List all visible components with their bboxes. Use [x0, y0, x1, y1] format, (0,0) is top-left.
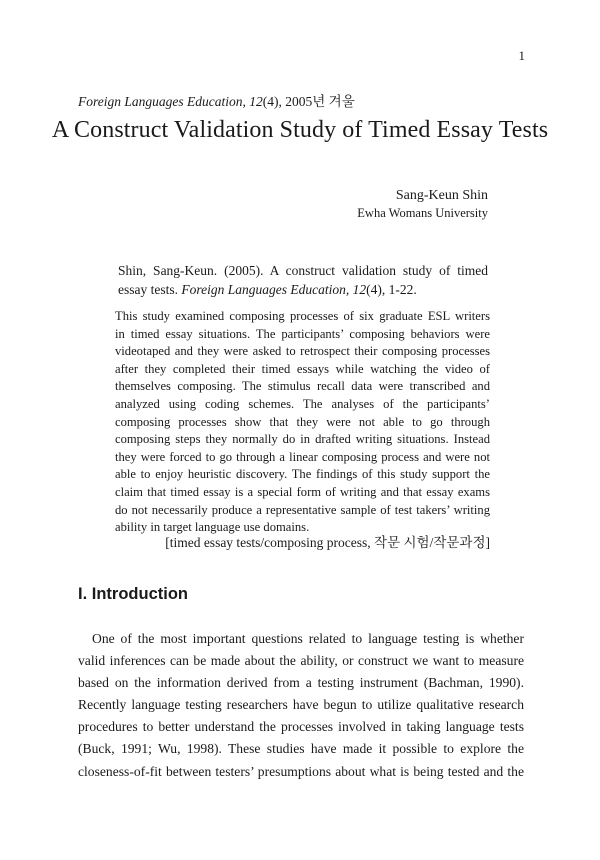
- keywords: [timed essay tests/composing process, 작문 시험/작문과정]: [165, 535, 490, 550]
- author-affiliation: Ewha Womans University: [357, 206, 488, 220]
- citation-prefix: Shin, Sang-Keun. (2005). A construct validation study of timed essay tests.: [118, 263, 488, 297]
- abstract-line: they were forced to go through a linear composing process and were not: [115, 449, 490, 464]
- abstract-line: themselves composing. The stimulus recall data were transcribed and: [115, 379, 490, 394]
- intro-line: One of the most important questions related to language testing is whether: [92, 631, 524, 646]
- citation: [118, 261, 488, 299]
- section-heading: I. Introduction: [78, 585, 188, 603]
- abstract-line: This study examined composing processes of six graduate ESL writers: [115, 309, 490, 323]
- abstract: [115, 308, 490, 537]
- page-number: 1: [518, 48, 525, 63]
- abstract-line: in timed essay situations. The participants’ composing behaviors were: [115, 326, 490, 341]
- journal-name: Foreign Languages Education,: [78, 94, 246, 109]
- journal-line: [78, 90, 355, 110]
- abstract-line: videotaped and they were asked to retrospect their composing processes: [115, 344, 490, 359]
- journal-volume: 12: [249, 94, 263, 109]
- abstract-line: analyzed using coding schemes. The analyses of the participants’: [115, 396, 490, 411]
- abstract-line: able to enjoy heuristic discovery. The findings of this study support the: [115, 467, 490, 482]
- intro-line: closeness-of-fit between testers’ presumptions about what is being tested and the: [78, 763, 524, 779]
- abstract-line: do not necessarily produce a representative sample of test takers’ writing: [115, 502, 490, 517]
- intro-line: valid inferences can be made about the ability, or construct we want to measure: [78, 653, 524, 669]
- intro-line: procedures to better understand the processes involved in taking language tests: [78, 719, 524, 735]
- abstract-line: composing processes show that they were not able to go through: [115, 414, 490, 429]
- abstract-line: composing steps they normally do in drafted writing situations. Instead: [115, 432, 490, 447]
- intro-line: based on the information derived from a testing instrument (Bachman, 1990).: [78, 675, 524, 691]
- abstract-line: after they completed their timed essays while watching the video of: [115, 361, 490, 376]
- author-name: Sang-Keun Shin: [395, 188, 488, 203]
- intro-line: (Buck, 1991; Wu, 1998). These studies have made it possible to explore the: [78, 741, 524, 757]
- citation-suffix: (4), 1-22.: [366, 282, 417, 297]
- intro-paragraph: [78, 628, 524, 783]
- paper-title: A Construct Validation Study of Timed Essay Tests: [51, 117, 549, 143]
- journal-issue: (4), 2005년 겨울: [262, 94, 355, 109]
- citation-volume: 12: [352, 282, 367, 297]
- abstract-line: claim that timed essay is a special form of writing and that essay exams: [115, 484, 490, 499]
- citation-journal: Foreign Languages Education,: [181, 282, 350, 297]
- abstract-line: ability in target language use domains.: [115, 520, 310, 535]
- intro-line: Recently language testing researchers have begun to utilize qualitative research: [78, 697, 524, 713]
